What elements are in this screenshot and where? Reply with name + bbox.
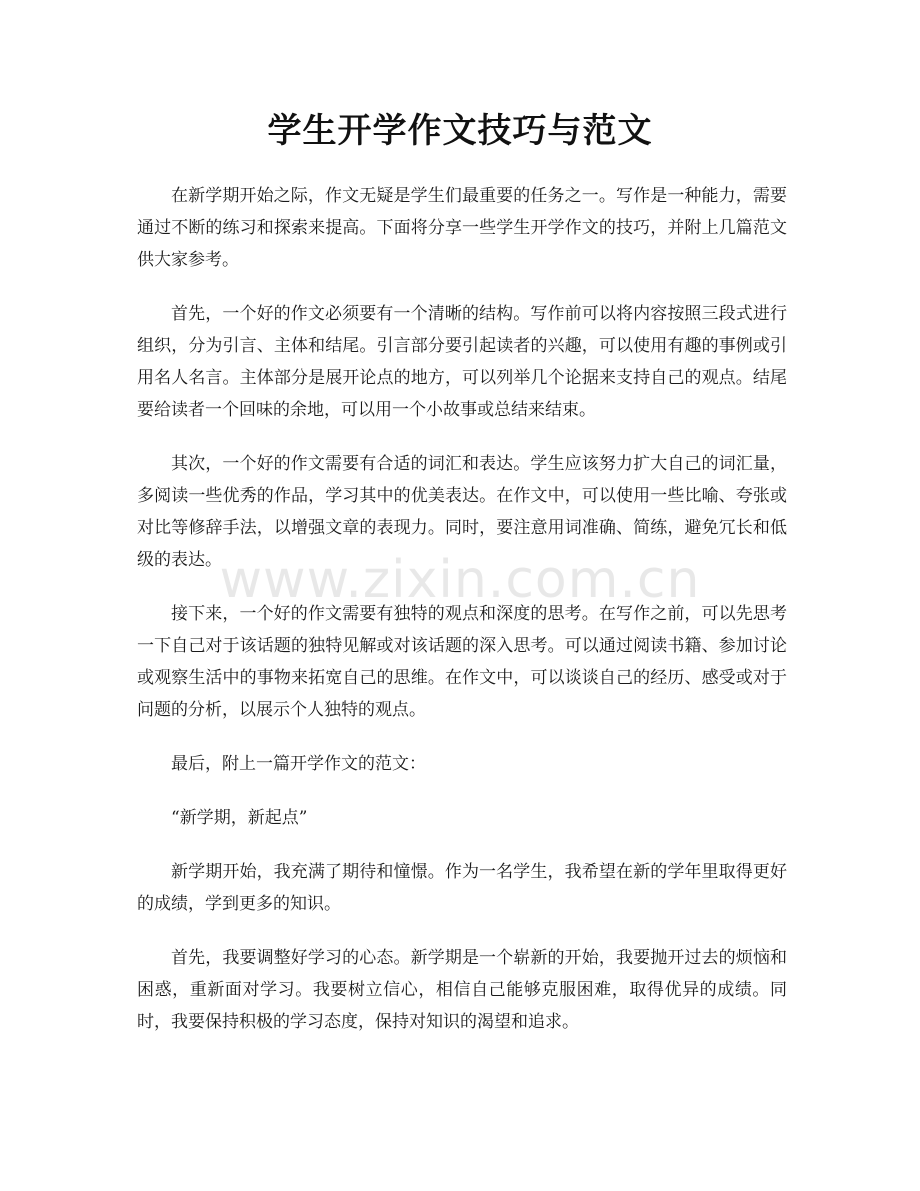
paragraph-sample-intro: 最后，附上一篇开学作文的范文： — [171, 754, 426, 774]
sample-essay-paragraph: 首先，我要调整好学习的心态。新学期是一个崭新的开始，我要抛开过去的烦恼和困惑，重新面对学习。我要树立信心，相信自己能够克服困难，取得优异的成绩。同时，我要保持积极的学习态度，保持对知识的渴望和追求。 — [137, 948, 787, 1032]
sample-essay-title: “新学期，新起点” — [171, 808, 308, 828]
paragraph-structure: 首先，一个好的作文必须要有一个清晰的结构。写作前可以将内容按照三段式进行组织，分为引言、主体和结尾。引言部分要引起读者的兴趣，可以使用有趣的事例或引用名人名言。主体部分是展开论点的地方，可以列举几个论据来支持自己的观点。结尾要给读者一个回味的余地，可以用一个小故事或总结来结束。 — [137, 304, 787, 420]
document-title: 学生开学作文技巧与范文 — [267, 111, 653, 151]
watermark: www.zixin.com.cn — [219, 550, 701, 610]
paragraph-intro: 在新学期开始之际，作文无疑是学生们最重要的任务之一。写作是一种能力，需要通过不断的练习和探索来提高。下面将分享一些学生开学作文的技巧，并附上几篇范文供大家参考。 — [137, 186, 787, 270]
paragraph-viewpoint: 接下来，一个好的作文需要有独特的观点和深度的思考。在写作之前，可以先思考一下自己对于该话题的独特见解或对该话题的深入思考。可以通过阅读书籍、参加讨论或观察生活中的事物来拓宽自己的思维。在作文中，可以谈谈自己的经历、感受或对于问题的分析，以展示个人独特的观点。 — [137, 604, 787, 720]
paragraph-vocabulary: 其次，一个好的作文需要有合适的词汇和表达。学生应该努力扩大自己的词汇量，多阅读一些优秀的作品，学习其中的优美表达。在作文中，可以使用一些比喻、夸张或对比等修辞手法，以增强文章的表现力。同时，要注意用词准确、简练，避免冗长和低级的表达。 — [137, 454, 787, 570]
sample-essay-paragraph: 新学期开始，我充满了期待和憧憬。作为一名学生，我希望在新的学年里取得更好的成绩，学到更多的知识。 — [137, 862, 787, 914]
document-body — [137, 180, 787, 1060]
